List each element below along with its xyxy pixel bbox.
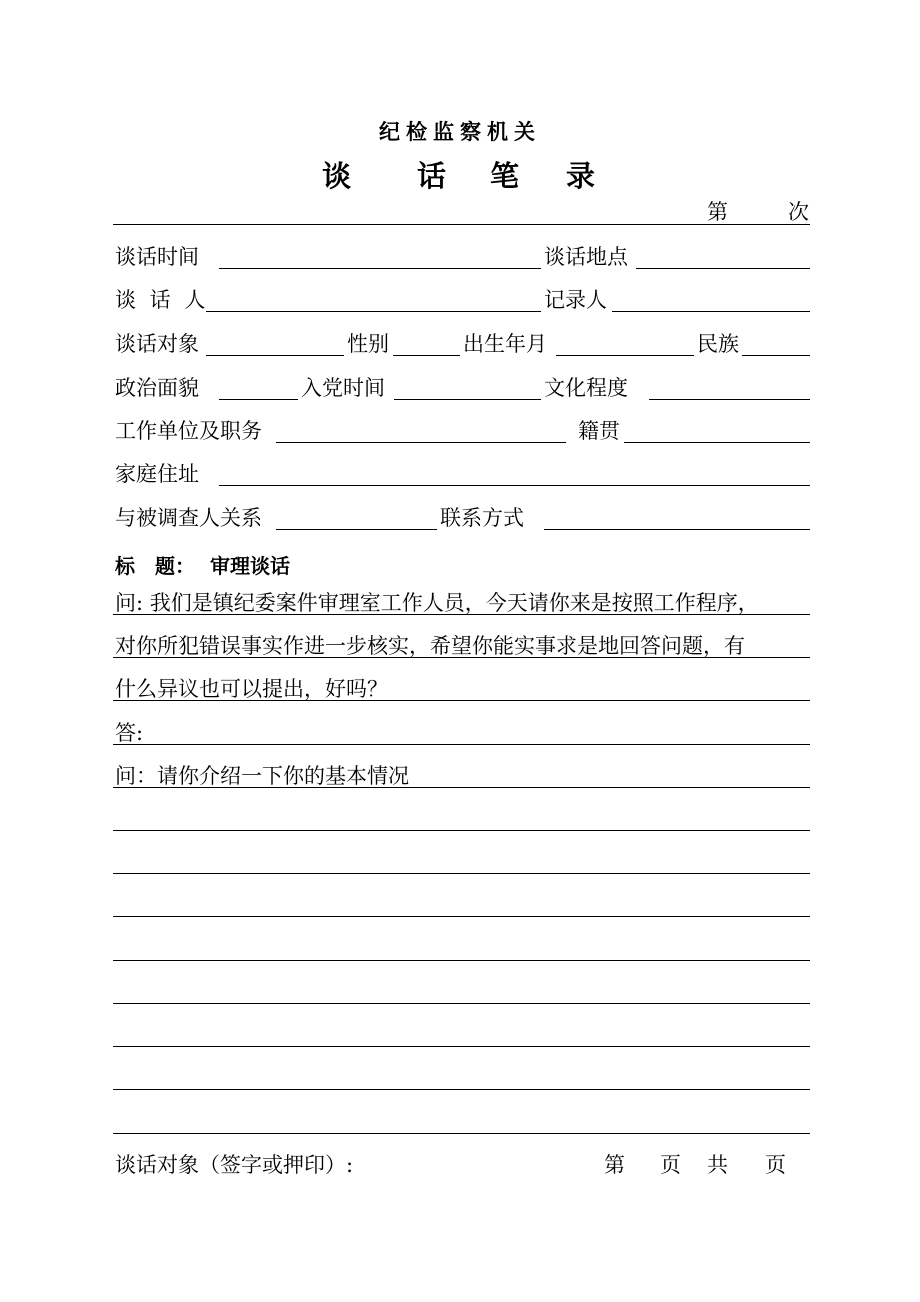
blank-line[interactable] [113,1046,810,1047]
field-birth[interactable] [556,355,694,356]
field-talk-time[interactable] [219,268,541,269]
blank-line[interactable] [113,1133,810,1134]
label-native-place: 籍贯 [578,419,620,443]
question-line: 什么异议也可以提出，好吗？ [115,677,388,701]
field-gender[interactable] [393,355,460,356]
blank-line[interactable] [113,1089,810,1090]
blank-line[interactable] [113,873,810,874]
field-talk-place[interactable] [636,268,810,269]
page-ye: 页 [765,1153,786,1177]
label-interviewer: 谈 话 人 [115,288,206,312]
label-party-join-time: 入党时间 [301,376,385,400]
blank-line[interactable] [113,916,810,917]
session-line [113,224,810,225]
signature-label: 谈话对象（签字或押印）: [115,1153,354,1177]
field-subject[interactable] [206,355,344,356]
field-contact[interactable] [544,529,810,530]
label-subject: 谈话对象 [115,332,199,356]
topic-label: 标 题： [115,554,195,578]
question-line: 对你所犯错误事实作进一步核实，希望你能实事求是地回答问题，有 [115,634,745,658]
record-line [113,787,810,788]
title-char: 话 [417,159,447,193]
topic-value: 审理谈话 [210,554,290,578]
label-political-status: 政治面貌 [115,376,199,400]
question-line: 问: 我们是镇纪委案件审理室工作人员，今天请你来是按照工作程序， [115,591,759,615]
title-char: 笔 [490,159,520,193]
label-education: 文化程度 [544,376,628,400]
field-party-join-time[interactable] [394,399,541,400]
field-ethnicity[interactable] [742,355,810,356]
blank-line[interactable] [113,1003,810,1004]
title-char: 谈 [322,159,352,193]
page-ye: 页 [660,1153,681,1177]
label-relation: 与被调查人关系 [115,506,262,530]
label-ethnicity: 民族 [697,332,739,356]
blank-line[interactable] [113,960,810,961]
record-line [113,614,810,615]
org-name: 纪检监察机关 [379,120,541,144]
label-birth: 出生年月 [463,332,547,356]
page-gong: 共 [707,1153,728,1177]
page-di: 第 [604,1153,625,1177]
label-home-address: 家庭住址 [115,462,199,486]
blank-line[interactable] [113,830,810,831]
title-char: 录 [566,159,596,193]
label-contact: 联系方式 [440,506,524,530]
question-line: 问：请你介绍一下你的基本情况 [115,764,409,788]
field-native-place[interactable] [624,442,810,443]
field-relation[interactable] [276,529,437,530]
field-education[interactable] [649,399,810,400]
field-home-address[interactable] [219,485,810,486]
label-talk-place: 谈话地点 [544,245,628,269]
session-prefix: 第 [707,200,728,224]
label-gender: 性别 [347,332,389,356]
field-work-unit[interactable] [276,442,566,443]
answer-line[interactable] [113,744,810,745]
record-line [113,700,810,701]
record-line [113,657,810,658]
label-talk-time: 谈话时间 [115,245,199,269]
answer-label: 答: [115,721,144,745]
session-suffix: 次 [788,200,809,224]
field-recorder[interactable] [612,311,810,312]
label-work-unit: 工作单位及职务 [115,419,262,443]
field-interviewer[interactable] [206,311,541,312]
field-political-status[interactable] [219,399,298,400]
label-recorder: 记录人 [544,288,607,312]
